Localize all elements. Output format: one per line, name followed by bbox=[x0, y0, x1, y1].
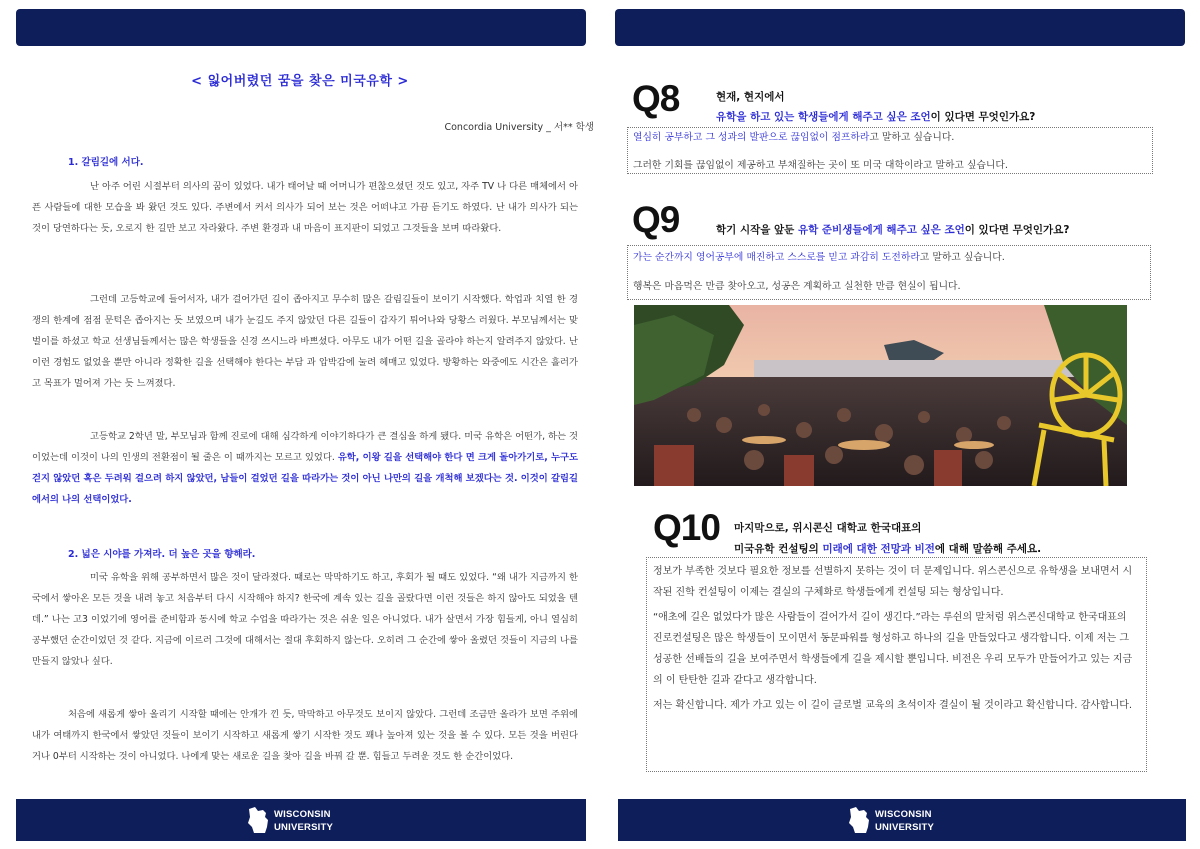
q10-answer-2: “애초에 길은 없었다가 많은 사람들이 걸어가서 길이 생긴다.”라는 루쉰의 말처럼 위스콘신대학교 한국대표의 진로컨설팅은 많은 학생들이 모이면서 동문파워를 형성하고 하나의 길을 만들었다고 생각합니다. 이제 저는 그 성공한 선배들의 길을 보여주면서 학생들에게 길을 제시할 뿐입니다. 비전은 우리 모두가 만들어가고 있는 지금의 이 탄탄한 길과 같다고 생각합니다. bbox=[653, 612, 1133, 686]
q10-answer-1: 정보가 부족한 것보다 필요한 정보를 선별하지 못하는 것이 더 문제입니다. 위스콘신으로 유학생을 보내면서 시작된 진학 컨설팅이 이제는 결실의 구체화로 학생들에게 컨설팅 되는 형상입니다. bbox=[653, 566, 1133, 598]
paragraph-2: 그런데 고등학교에 들어서자, 내가 걸어가던 길이 좁아지고 무수히 많은 갈림길들이 보이기 시작했다. 학업과 치열 한 경쟁의 한계에 점점 문턱은 좁아지는 듯 보였으며 내가 눈길도 주지 않았던 다른 길들이 갑자기 튀어나와 당황스 러웠다. 부모님께서는 맞벌이를 하셨고 학교 선생님들께서는 많은 학생들을 신경 쓰시느라 바쁘셨다. 아무도 내가 어떤 길을 골라야 하는지 알려주지 않았다. 난 이런 경험도 없었을 뿐만 아니라 정확한 길을 선택해야 한다는 부담 과 압박감에 눌려 헤매고 있었다. 방황하는 와중에도 시간은 흘러가고 목표가 멀어져 가는 듯 느껴졌다. bbox=[32, 294, 578, 389]
q8-number: Q8 bbox=[632, 78, 680, 119]
q10-question-line2: 미국유학 컨설팅의 미래에 대한 전망과 비전에 대해 말씀해 주세요. bbox=[734, 543, 1042, 555]
q9-answer-box bbox=[627, 245, 1151, 300]
paragraph-5: 처음에 새롭게 쌓아 올리기 시작할 때에는 안개가 낀 듯, 막막하고 아무것도 보이지 않았다. 그런데 조금만 올라가 보면 주위에 내가 여태까지 한국에서 쌓았던 것들이 보이기 시작하고 새롭게 쌓기 시작한 것도 꽤나 높아져 있는 것을 볼 수 있다. 모든 것을 버린다거나 0부터 시작하는 것이 아니었다. 나에게 맞는 새로운 길을 찾아 길을 바꿔 갈 뿐. 힘들고 두려운 것도 한 순간이었다. bbox=[32, 709, 578, 762]
q9-answer-2: 행복은 마음먹은 만큼 찾아오고, 성공은 계획하고 실천한 만큼 현실이 됩니다. bbox=[633, 281, 961, 292]
right-header-bar bbox=[615, 9, 1185, 46]
logo-text: WISCONSIN UNIVERSITY bbox=[875, 809, 935, 833]
left-footer-bar bbox=[16, 799, 586, 841]
q10-question-line1: 마지막으로, 위시콘신 대학교 한국대표의 bbox=[734, 522, 922, 534]
q8-answer-1: 열심히 공부하고 그 성과의 발판으로 끊임없이 점프하라고 말하고 싶습니다. bbox=[633, 132, 955, 143]
wisconsin-map-icon bbox=[246, 805, 272, 835]
section-heading-1: 1. 갈림길에 서다. bbox=[68, 157, 144, 168]
page-title: < 잃어버렸던 꿈을 찾은 미국유학 > bbox=[191, 74, 409, 89]
q8-answer-2: 그러한 기회를 끊임없이 제공하고 부채질하는 곳이 또 미국 대학이라고 말하고 싶습니다. bbox=[633, 160, 1008, 171]
terrace-sunset-photo bbox=[634, 305, 1127, 486]
paragraph-1: 난 아주 어린 시절부터 의사의 꿈이 있었다. 내가 태어날 때 어머니가 편찮으셨던 것도 있고, 자주 TV 나 다른 매체에서 아픈 사람들에 대한 모습을 봐 왔던 것도 있다. 주변에서 커서 의사가 되어 보는 것은 어떠냐고 가끔 듣기도 하였다. 난 내가 의사가 되는 것이 당연하다는 듯, 오로지 한 길만 보고 자라왔다. 주변 환경과 내 마음이 표지판이 되었고 그것들을 보며 따라왔다. bbox=[32, 181, 578, 234]
highlight-text: 유학, 이왕 길을 선택해야 한다 면 크게 돌아가기로, 누구도 걷지 않았던 혹은 두려워 걸으려 하지 않았던, 남들이 걸었던 길을 따라가는 것이 아닌 나만의 길을 개척해 보겠다는 것. 이것이 갈림길에서의 나의 선택이었다. bbox=[32, 452, 578, 505]
q8-question-line2: 유학을 하고 있는 학생들에게 해주고 싶은 조언이 있다면 무엇인가요? bbox=[716, 111, 1036, 123]
q10-answer-box bbox=[646, 557, 1147, 772]
q8-answer-box bbox=[627, 127, 1153, 174]
university-logo bbox=[246, 805, 356, 837]
q10-answer-3: 저는 확신합니다. 제가 가고 있는 이 길이 글로벌 교육의 초석이자 결실이 될 것이라고 확신합니다. 감사합니다. bbox=[653, 700, 1133, 711]
logo-text: WISCONSIN UNIVERSITY bbox=[274, 809, 334, 833]
right-footer-bar bbox=[618, 799, 1186, 841]
left-header-bar bbox=[16, 9, 586, 46]
q9-question-line: 학기 시작을 앞둔 유학 준비생들에게 해주고 싶은 조언이 있다면 무엇인가요? bbox=[716, 224, 1070, 236]
paragraph-3: 고등학교 2학년 말, 부모님과 함께 진로에 대해 심각하게 이야기하다가 큰 결심을 하게 됐다. 미국 유학은 어떤가, 하는 것이었는데 이것이 나의 인생의 전환점이 될 줄은 이 때까지는 모르고 있었다. 유학, 이왕 길을 선택해야 한다 면 크게 돌아가기로, 누구도 걷지 않았던 혹은 두려워 걸으려 하지 않았던, 남들이 걸었던 길을 따라가는 것이 아닌 나만의 길을 개척해 보겠다는 것. 이것이 갈림길에서의 나의 선택이었다. bbox=[32, 431, 578, 505]
q10-number: Q10 bbox=[653, 507, 720, 548]
photo-illustration bbox=[634, 305, 1127, 486]
q8-question-line1: 현재, 현지에서 bbox=[716, 91, 785, 103]
section-heading-2: 2. 넓은 시야를 가져라. 더 높은 곳을 향해라. bbox=[68, 549, 256, 560]
q9-number: Q9 bbox=[632, 199, 680, 240]
author-line: Concordia University _ 서** 학생 bbox=[444, 122, 594, 133]
university-logo bbox=[847, 805, 957, 837]
q9-answer-1: 가는 순간까지 영어공부에 매진하고 스스로를 믿고 과감히 도전하라고 말하고 싶습니다. bbox=[633, 252, 1005, 263]
paragraph-4: 미국 유학을 위해 공부하면서 많은 것이 달라졌다. 때로는 막막하기도 하고, 후회가 될 때도 있었다. “왜 내가 지금까지 한국에서 쌓아온 모든 것을 내려 놓고 처음부터 다시 시작해야 하지? 한국에 계속 있는 길을 골랐다면 이런 것들은 하지 않아도 되었을 텐데.” 나는 고3 이었기에 영어를 준비함과 동시에 학교 수업을 따라가는 것은 쉬운 일은 아니었다. 내가 살면서 가장 힘들게, 아니 열심히 공부했던 순간이었던 것 같다. 지금에 이르러 그것에 대해서는 절대 후회하지 않는다. 오히려 그 순간에 쌓아 올렸던 것들이 지금의 나를 만들지 않았나 싶다. bbox=[32, 572, 578, 667]
wisconsin-map-icon bbox=[847, 805, 873, 835]
